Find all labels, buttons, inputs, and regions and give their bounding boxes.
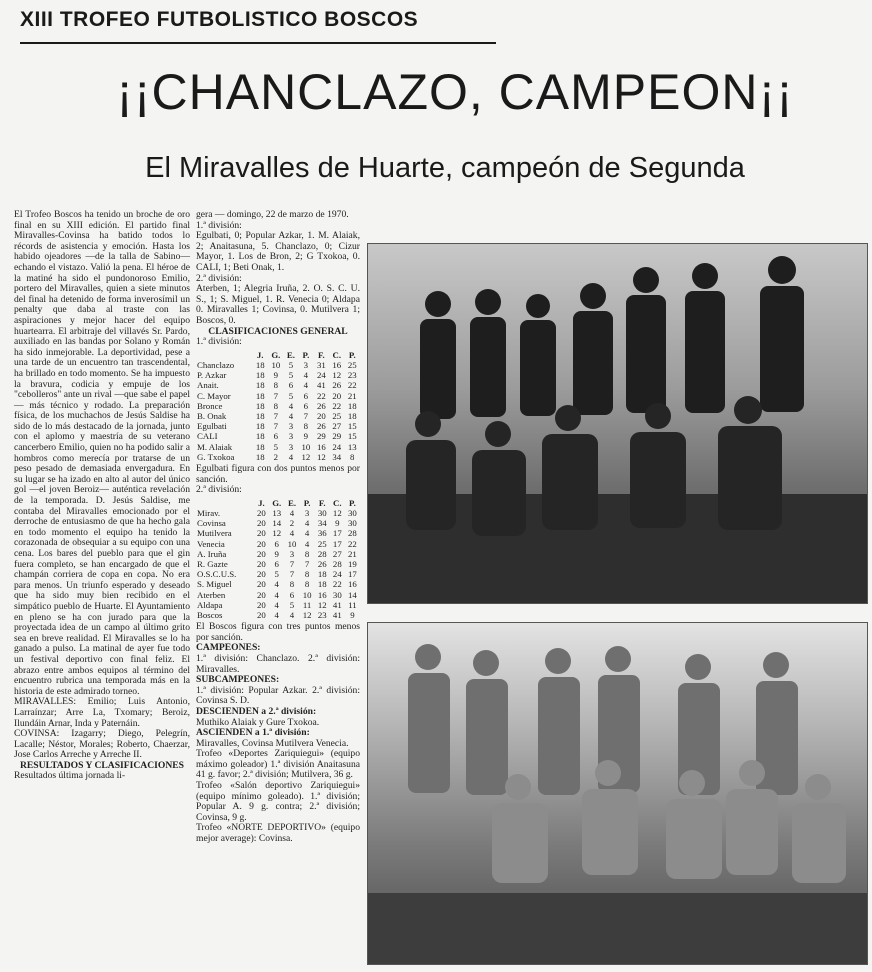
div1-table-label: 1.ª división: xyxy=(196,336,242,348)
team-name-cell: O.S.C.U.S. xyxy=(197,569,237,580)
stat-cell: 4 xyxy=(288,410,294,421)
stat-cell: 6 xyxy=(303,390,309,401)
stat-cell: 28 xyxy=(332,558,342,569)
table-row xyxy=(196,442,360,452)
stat-cell: 20 xyxy=(316,410,326,421)
stat-cell: 8 xyxy=(350,451,355,462)
stat-cell: 21 xyxy=(347,390,357,401)
stat-cell: 2 xyxy=(273,451,279,462)
subheadline: El Miravalles de Huarte, campeón de Segunda xyxy=(145,152,745,184)
stat-cell: 12 xyxy=(332,507,342,518)
team-photo-chanclazo xyxy=(367,243,868,604)
trofeo-average: Trofeo «NORTE DEPORTIVO» (equipo mejor average): Covinsa. xyxy=(196,822,360,845)
stat-cell: 18 xyxy=(255,410,265,421)
table-header-cell: P. xyxy=(303,497,311,508)
table-row xyxy=(196,421,360,431)
table-header-cell: E. xyxy=(286,349,295,360)
stat-cell: 20 xyxy=(257,558,266,569)
stat-cell: 20 xyxy=(257,528,266,539)
stat-cell: 21 xyxy=(348,548,357,559)
stat-cell: 12 xyxy=(332,370,342,381)
team-name-cell: Egulbati xyxy=(197,421,227,432)
stat-cell: 4 xyxy=(274,609,279,620)
stat-cell: 8 xyxy=(273,400,279,411)
team-name-cell: Boscos xyxy=(197,609,223,620)
table-header-cell: C. xyxy=(332,349,342,360)
stat-cell: 28 xyxy=(317,548,327,559)
trofeo-menos-goleado: Trofeo «Salón deportivo Zariquiegui» (equipo mínimo goleado). 1.ª división; Popular A. 9 g. contra; 2.ª división; Covinsa, 9 g. xyxy=(196,780,360,823)
table-row xyxy=(196,600,360,610)
stat-cell: 18 xyxy=(255,370,265,381)
stat-cell: 30 xyxy=(348,518,357,529)
div2-standings-table xyxy=(196,498,360,620)
stat-cell: 8 xyxy=(304,548,310,559)
stat-cell: 18 xyxy=(255,400,265,411)
stat-cell: 20 xyxy=(257,579,266,590)
stat-cell: 3 xyxy=(288,441,294,452)
stat-cell: 25 xyxy=(317,538,327,549)
table-header-cell: P. xyxy=(348,349,356,360)
team-photo-bottom-figures xyxy=(368,623,867,964)
stat-cell: 23 xyxy=(347,370,357,381)
stat-cell: 12 xyxy=(272,528,282,539)
stat-cell: 7 xyxy=(303,410,309,421)
stat-cell: 4 xyxy=(289,528,295,539)
stat-cell: 6 xyxy=(288,380,294,391)
stat-cell: 18 xyxy=(255,441,265,452)
table-row xyxy=(196,370,360,380)
stat-cell: 22 xyxy=(316,390,326,401)
stat-cell: 26 xyxy=(316,421,326,432)
team-name-cell: S. Miguel xyxy=(197,579,232,590)
team-name-cell: Aldapa xyxy=(197,599,223,610)
stat-cell: 18 xyxy=(347,410,357,421)
team-name-cell: Bronce xyxy=(197,400,223,411)
team-name-cell: Chanclazo xyxy=(197,359,235,370)
stat-cell: 19 xyxy=(348,558,357,569)
stat-cell: 4 xyxy=(303,380,309,391)
stat-cell: 17 xyxy=(332,538,342,549)
trofeo-goleador: Trofeo «Deportes Zariquiegui» (equipo máximo goleador) 1.ª división Anaitasuna 41 g. favor; 2.ª división; Mutilvera, 36 g. xyxy=(196,748,360,781)
ascienden: Miravalles, Covinsa Mutilvera Venecia. xyxy=(196,737,349,749)
stat-cell: 30 xyxy=(332,589,342,600)
headline: ¡¡CHANCLAZO, CAMPEON¡¡ xyxy=(116,64,794,120)
stat-cell: 18 xyxy=(255,390,265,401)
stat-cell: 4 xyxy=(303,370,309,381)
stat-cell: 18 xyxy=(255,359,265,370)
div2-label: 2.ª división: xyxy=(196,272,242,284)
stat-cell: 12 xyxy=(302,609,312,620)
stat-cell: 29 xyxy=(332,431,342,442)
stat-cell: 41 xyxy=(332,599,342,610)
stat-cell: 14 xyxy=(272,518,282,529)
table-row xyxy=(196,391,360,401)
stat-cell: 9 xyxy=(273,370,279,381)
stat-cell: 6 xyxy=(303,400,309,411)
table-header-cell: E. xyxy=(287,497,297,508)
article-column-1 xyxy=(14,210,190,782)
stat-cell: 34 xyxy=(317,518,327,529)
stat-cell: 24 xyxy=(332,569,342,580)
stat-cell: 22 xyxy=(332,579,342,590)
stat-cell: 8 xyxy=(273,380,279,391)
stat-cell: 9 xyxy=(335,518,340,529)
team-name-cell: Aterben xyxy=(197,589,226,600)
table-row xyxy=(196,360,360,370)
stat-cell: 26 xyxy=(316,400,326,411)
stat-cell: 31 xyxy=(316,359,326,370)
stat-cell: 18 xyxy=(255,380,265,391)
stat-cell: 30 xyxy=(317,507,327,518)
stat-cell: 4 xyxy=(288,451,294,462)
table-header-cell: C. xyxy=(333,497,342,508)
table-row xyxy=(196,569,360,579)
table-row xyxy=(196,528,360,538)
stat-cell: 7 xyxy=(289,558,295,569)
stat-cell: 10 xyxy=(287,538,297,549)
results-date: gera — domingo, 22 de marzo de 1970. xyxy=(196,209,349,220)
stat-cell: 20 xyxy=(257,599,266,610)
stat-cell: 9 xyxy=(274,548,279,559)
stat-cell: 12 xyxy=(301,451,311,462)
stat-cell: 18 xyxy=(317,579,327,590)
stat-cell: 20 xyxy=(332,390,342,401)
stat-cell: 9 xyxy=(350,609,355,620)
stat-cell: 22 xyxy=(348,538,357,549)
team-name-cell: G. Txokoa xyxy=(197,451,235,462)
stat-cell: 8 xyxy=(303,421,309,432)
stat-cell: 10 xyxy=(301,441,311,452)
campeones: 1.ª división: Chanclazo. 2.ª división: Miravalles. xyxy=(196,652,360,675)
table-row xyxy=(196,431,360,441)
stat-cell: 9 xyxy=(303,431,309,442)
section-kicker: XIII TROFEO FUTBOLISTICO BOSCOS xyxy=(20,8,419,31)
stat-cell: 6 xyxy=(273,431,279,442)
stat-cell: 5 xyxy=(273,441,279,452)
table-header-cell: P. xyxy=(349,497,356,508)
stat-cell: 20 xyxy=(257,609,266,620)
stat-cell: 18 xyxy=(255,451,265,462)
table-row xyxy=(196,549,360,559)
stat-cell: 22 xyxy=(332,400,342,411)
ascienden-label: ASCIENDEN a 1.ª división: xyxy=(196,727,310,739)
stat-cell: 3 xyxy=(304,507,310,518)
stat-cell: 20 xyxy=(257,518,266,529)
campeones-label: CAMPEONES: xyxy=(196,642,261,654)
stat-cell: 27 xyxy=(332,548,342,559)
stat-cell: 18 xyxy=(255,431,265,442)
div2-note: El Boscos figura con tres puntos menos por sanción. xyxy=(196,621,360,643)
table-row xyxy=(196,610,360,620)
subcampeones: 1.ª división: Popular Azkar. 2.ª división: Covinsa S. D. xyxy=(196,684,360,707)
stat-cell: 24 xyxy=(316,370,326,381)
stat-cell: 20 xyxy=(257,589,266,600)
table-row xyxy=(196,579,360,589)
team-name-cell: Anait. xyxy=(197,380,219,391)
stat-cell: 4 xyxy=(288,400,294,411)
table-row xyxy=(196,452,360,462)
stat-cell: 13 xyxy=(272,507,282,518)
stat-cell: 8 xyxy=(304,579,310,590)
team-name-cell: CALI xyxy=(197,431,218,442)
stat-cell: 11 xyxy=(348,599,357,610)
table-row xyxy=(196,411,360,421)
stat-cell: 20 xyxy=(257,538,266,549)
team-name-cell: C. Mayor xyxy=(197,390,231,401)
stat-cell: 7 xyxy=(273,421,279,432)
table-header-cell: G. xyxy=(272,497,282,508)
stat-cell: 20 xyxy=(257,569,266,580)
stat-cell: 17 xyxy=(332,528,342,539)
classification-heading: CLASIFICACIONES GENERAL xyxy=(208,325,348,337)
div2-table-label: 2.ª división: xyxy=(196,484,242,496)
stat-cell: 41 xyxy=(316,380,326,391)
table-row xyxy=(196,590,360,600)
stat-cell: 20 xyxy=(257,507,266,518)
stat-cell: 6 xyxy=(274,538,279,549)
stat-cell: 34 xyxy=(332,451,342,462)
stat-cell: 11 xyxy=(302,599,312,610)
team-name-cell: Mutilvera xyxy=(197,528,232,539)
article-body: El Trofeo Boscos ha tenido un broche de oro final en su XIII edición. El partido final Miravalles-Covinsa ha batido todos lo récords de asistencia y emoción. Hasta los habido ojeadores —de la talla de Sabino— echando el vistazo. Valió la pena. El héroe de la matiné ha sido el pundonoroso Emilio, portero del Miravalles, quien a siete minutos del final ha detenido de forma inverosímil un penalty que daba al traste con las aspiraciones y mejor hacer del equipo huartearra. El arbitraje del villavés Sr. Pardo, auxiliado en las bandas por Solano y Román ha sido inmejorable. La deportividad, pese a una tarde de un encuentro tan trascendental, ha brillado en todo momento. Se ha impuesto la bravura, codicia y empuje de los "cebolleros" ante un rival —que sabe el papel— más técnico y rodado. La preparación física, de los muchachos de Jesús Saldise ha sido de lo más destacado de la jornada, junto con el aplomo y maestría de su veterano cancerbero Emilio, quien no ha podido salir a hombros como merecía por tratarse de un peso pesado de demasiada envergadura. En su lugar se ha izado en alto al autor del único gol —el joven Beroiz— auténtica revelación de la temporada. D. Jesús Saldise, me contaba del Miravalles emocionado por el derroche de entusiasmo de que ha hecho gala en todo momento el equipo ha tenido la corazonada de obsequiar a su equipo con una cena. Los bares del pueblo para que el gin fuera completo, se han encargado de que el champán corriera de copa en copa. No era para menos. Un triunfo esperado y deseado que ha sido muy bien recibido en el simpático pueblo de Huarte. El Ayuntamiento en pleno se ha con jurado para que la proyectada idea de un campo al último grito sea en breve realidad. El Miravalles se lo ha ganado a pulso. La matinal de ayer fue todo un festival deportivo con final feliz. El abrazo entre ambos equipos al término del encuentro rubrica una temporada más en la historia de este admirado torneo. xyxy=(14,209,190,697)
stat-cell: 18 xyxy=(317,569,327,580)
stat-cell: 7 xyxy=(273,390,279,401)
stat-cell: 20 xyxy=(257,548,266,559)
stat-cell: 6 xyxy=(289,589,295,600)
stat-cell: 16 xyxy=(332,359,342,370)
results-heading: RESULTADOS Y CLASIFICACIONES xyxy=(19,759,185,771)
table-row xyxy=(196,559,360,569)
table-row xyxy=(196,401,360,411)
stat-cell: 15 xyxy=(347,421,357,432)
stat-cell: 4 xyxy=(304,528,310,539)
stat-cell: 3 xyxy=(288,421,294,432)
miravalles-lineup: MIRAVALLES: Emilio; Luis Antonio, Larraínzar; Arre La, Txomary; Beroiz, Ilundáin Arnar, Inda y Paternáin. xyxy=(14,696,190,729)
stat-cell: 8 xyxy=(289,579,295,590)
stat-cell: 5 xyxy=(289,599,295,610)
team-photo-top-figures xyxy=(368,244,867,603)
stat-cell: 17 xyxy=(348,569,357,580)
stat-cell: 10 xyxy=(302,589,312,600)
stat-cell: 4 xyxy=(274,599,279,610)
stat-cell: 16 xyxy=(316,441,326,452)
table-header-cell: G. xyxy=(271,349,281,360)
stat-cell: 4 xyxy=(274,589,279,600)
stat-cell: 22 xyxy=(347,380,357,391)
team-name-cell: Mirav. xyxy=(197,507,221,518)
stat-cell: 16 xyxy=(348,579,357,590)
stat-cell: 8 xyxy=(304,569,310,580)
stat-cell: 7 xyxy=(304,558,310,569)
covinsa-lineup: COVINSA: Izagarry; Diego, Pelegrín, Lacalle; Néstor, Morales; Roberto, Chaerzar, Jose Carlos Arreche y Arreche II. xyxy=(14,728,190,761)
stat-cell: 3 xyxy=(289,548,295,559)
stat-cell: 26 xyxy=(332,380,342,391)
stat-cell: 4 xyxy=(289,609,295,620)
stat-cell: 5 xyxy=(274,569,279,580)
stat-cell: 41 xyxy=(332,609,342,620)
stat-cell: 30 xyxy=(348,507,357,518)
article-column-2 xyxy=(196,210,360,845)
table-header-cell: F. xyxy=(317,349,325,360)
stat-cell: 10 xyxy=(271,359,281,370)
table-row xyxy=(196,539,360,549)
results-intro: Resultados última jornada li- xyxy=(14,770,126,782)
team-name-cell: M. Alaiak xyxy=(197,441,233,452)
team-name-cell: A. Iruña xyxy=(197,548,227,559)
stat-cell: 27 xyxy=(332,421,342,432)
stat-cell: 36 xyxy=(317,528,327,539)
stat-cell: 26 xyxy=(317,558,327,569)
stat-cell: 7 xyxy=(273,410,279,421)
stat-cell: 28 xyxy=(348,528,357,539)
subcampeones-label: SUBCAMPEONES: xyxy=(196,674,280,686)
stat-cell: 23 xyxy=(317,609,327,620)
stat-cell: 18 xyxy=(347,400,357,411)
stat-cell: 5 xyxy=(288,359,294,370)
stat-cell: 25 xyxy=(347,359,357,370)
stat-cell: 6 xyxy=(274,558,279,569)
table-row xyxy=(196,518,360,528)
team-name-cell: Covinsa xyxy=(197,518,226,529)
div1-note: Egulbati figura con dos puntos menos por sanción. xyxy=(196,462,360,485)
div2-results: Aterben, 1; Alegria Iruña, 2. O. S. C. U. S., 1; S. Miguel, 1. R. Venecia 0; Aldapa 0. Miravalles 1; Covinsa, 0. Mutilvera 1; Boscos, 0. xyxy=(196,283,360,326)
descienden-label: DESCIENDEN a 2.ª división: xyxy=(196,705,317,717)
div1-label: 1.ª división: xyxy=(196,219,242,231)
stat-cell: 16 xyxy=(317,589,327,600)
kicker-rule xyxy=(20,42,496,44)
team-name-cell: P. Azkar xyxy=(197,370,227,381)
stat-cell: 2 xyxy=(289,518,295,529)
table-header-cell: P. xyxy=(302,349,310,360)
stat-cell: 12 xyxy=(317,599,327,610)
table-header-cell: J. xyxy=(258,497,265,508)
stat-cell: 14 xyxy=(348,589,357,600)
stat-cell: 13 xyxy=(347,441,357,452)
stat-cell: 4 xyxy=(304,518,310,529)
team-photo-miravalles xyxy=(367,622,868,965)
stat-cell: 7 xyxy=(289,569,295,580)
stat-cell: 3 xyxy=(303,359,309,370)
stat-cell: 29 xyxy=(316,431,326,442)
div1-results: Egulbati, 0; Popular Azkar, 1. M. Alaiak, 2; Anaitasuna, 5. Chanclazo, 0; Cizur Mayor, 1. Los de Bron, 2; G Txokoa, 0. CALI, 1; Beti Onak, 1. xyxy=(196,230,360,273)
descienden: Muthiko Alaiak y Gure Txokoa. xyxy=(196,716,320,728)
team-name-cell: Venecia xyxy=(197,538,225,549)
stat-cell: 4 xyxy=(274,579,279,590)
stat-cell: 4 xyxy=(289,507,295,518)
stat-cell: 3 xyxy=(288,431,294,442)
stat-cell: 24 xyxy=(332,441,342,452)
stat-cell: 4 xyxy=(304,538,310,549)
team-name-cell: B. Onak xyxy=(197,410,227,421)
stat-cell: 25 xyxy=(332,410,342,421)
table-row xyxy=(196,508,360,518)
stat-cell: 5 xyxy=(288,390,294,401)
stat-cell: 5 xyxy=(288,370,294,381)
div1-standings-table xyxy=(196,350,360,462)
team-name-cell: R. Gazte xyxy=(197,558,228,569)
stat-cell: 18 xyxy=(255,421,265,432)
stat-cell: 12 xyxy=(316,451,326,462)
table-row xyxy=(196,380,360,390)
table-header-cell: F. xyxy=(318,497,326,508)
table-header-cell: J. xyxy=(256,349,264,360)
stat-cell: 15 xyxy=(347,431,357,442)
